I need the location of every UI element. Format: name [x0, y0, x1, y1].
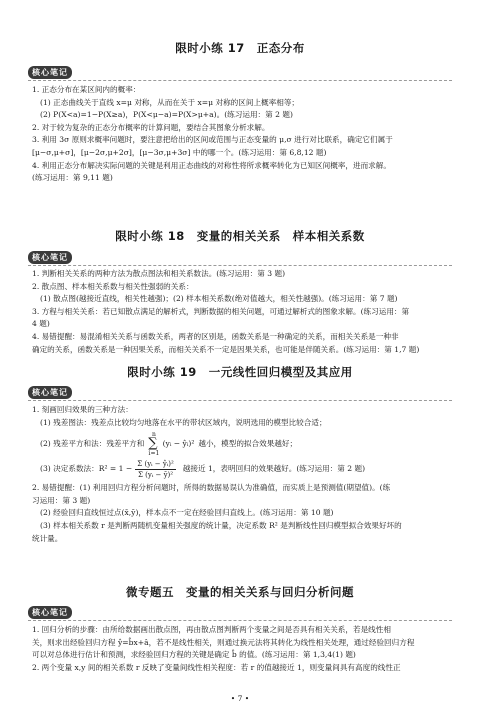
- note-line: 2. 易错提醒：(1) 利用回归方程分析问题时，所得的数据易误认为准确值，而实质上是预测值(期望值)。(练: [32, 483, 391, 493]
- note-line: 关，则求出经验回归方程 ŷ=b̂x+â，若不是线性相关，则通过换元法将其转化为线性相关处理，通过经验回归方程: [32, 637, 415, 647]
- divider: [28, 400, 452, 401]
- divider: [28, 80, 452, 81]
- note-line: [μ−σ,μ+σ]，[μ−2σ,μ+2σ]，[μ−3σ,μ+3σ] 中的哪一个。(练习运用：第 6,8,12 题): [32, 147, 327, 157]
- formula-prefix: (2) 残差平方和法：残差平方和: [40, 438, 145, 448]
- sum-upper: n: [152, 431, 156, 439]
- micro-topic-5-title: 微专题五 变量的相关关系与回归分析问题: [126, 585, 354, 599]
- sigma-icon: ∑: [148, 436, 158, 452]
- note-line: 1. 回归分析的步骤：由所给数据画出散点图，再由散点图判断两个变量之间是否具有相关关系，若是线性相: [32, 625, 391, 634]
- note-line: (1) 正态曲线关于直线 x=μ 对称，从而在关于 x=μ 对称的区间上概率相等；: [40, 97, 300, 107]
- micro-topic-5-notes: [32, 624, 452, 674]
- divider: [28, 265, 452, 266]
- note-line: (2) P(X<a)=1−P(X≥a)，P(X<μ−a)=P(X>μ+a)。(练习运用：第 2 题): [40, 110, 293, 120]
- note-line: 1. 刻画回归效果的三种方法：: [32, 405, 133, 414]
- note-line: 3. 方程与相关关系：若已知散点满足的解析式，判断数据的相关问题，可通过解析式的图象求解。(练习运用：第: [32, 306, 410, 316]
- section-18-title: 限时小练 18 变量的相关关系 样本相关系数: [115, 229, 365, 243]
- formula-prefix: (3) 决定系数法：R² = 1 −: [40, 464, 133, 474]
- numerator: Σ (yᵢ − ŷᵢ)²: [137, 460, 174, 469]
- formula-expression: (yᵢ − ŷᵢ)²: [162, 438, 195, 448]
- core-notes-badge: 核心笔记: [28, 251, 72, 264]
- note-line: (练习运用：第 9,11 题): [32, 173, 113, 183]
- page-number: • 7 •: [230, 694, 250, 703]
- note-line: 2. 两个变量 x,y 间的相关系数 r 反映了变量间线性相关程度：若 r 的值越接近 1，则变量间具有高度的线性正: [32, 662, 401, 672]
- note-line: 统计量。: [32, 533, 63, 543]
- note-line: (1) 散点图(越接近直线，相关性越强)；(2) 样本相关系数(绝对值越大，相关性越强)。(练习运用：第 7 题): [40, 294, 398, 304]
- formula-suffix: 越小，模型的拟合效果越好；: [198, 438, 298, 448]
- r-squared-formula: [32, 459, 452, 480]
- note-line: (1) 残差图法：残差点比较均匀地落在水平的带状区域内，说明选用的模型比较合适；: [40, 417, 327, 427]
- note-line: 1. 正态分布在某区间内的概率：: [32, 85, 141, 94]
- core-notes-badge: 核心笔记: [28, 66, 72, 79]
- formula-suffix: 越接近 1，表明回归的效果越好。(练习运用：第 2 题): [182, 464, 366, 474]
- note-line: 2. 散点图、样本相关系数与相关性强弱的关系：: [32, 281, 194, 291]
- section-17-title: 限时小练 17 正态分布: [175, 41, 305, 55]
- note-line: 可以对总体进行估计和预测，求经验回归方程的关键是确定 b̂ 的值。(练习运用：第 1,3,4(1) 题): [32, 650, 356, 660]
- note-line: (3) 样本相关系数 r 是判断两随机变量相关强度的统计量，决定系数 R² 是判断线性回归模型拟合效果好坏的: [40, 520, 402, 530]
- rss-formula: [32, 431, 452, 457]
- note-line: 习运用：第 3 题): [32, 495, 91, 505]
- section-19-notes: [32, 404, 452, 545]
- core-notes-badge: 核心笔记: [28, 386, 72, 399]
- divider: [28, 620, 452, 621]
- section-18-notes: [32, 268, 452, 356]
- section-19-title: 限时小练 19 一元线性回归模型及其应用: [127, 365, 353, 379]
- note-line: 1. 判断相关关系的两种方法为散点图法和相关系数法。(练习运用：第 3 题): [32, 269, 286, 278]
- note-line: 4. 利用正态分布解决实际问题的关键是利用正态曲线的对称性将所求概率转化为已知区间概率，进而求解。: [32, 160, 391, 170]
- note-line: (2) 经验回归直线恒过点(x̄,ȳ)，样本点不一定在经验回归直线上。(练习运用：第 10 题): [40, 508, 334, 518]
- sum-lower: i=1: [148, 450, 160, 458]
- summation: [148, 431, 159, 457]
- note-line: 4 题): [32, 319, 50, 329]
- denominator: Σ (yᵢ − ȳ)²: [138, 471, 174, 480]
- note-line: 4. 易错提醒：易混淆相关关系与函数关系，两者的区别是，函数关系是一种确定的关系，而相关关系是一种非: [32, 331, 399, 341]
- section-17-notes: [32, 84, 452, 185]
- core-notes-badge: 核心笔记: [28, 606, 72, 619]
- note-line: 确定的关系，函数关系是一种因果关系，而相关关系不一定是因果关系，也可能是伴随关系。(练习运用：第 1,7 题): [32, 344, 420, 354]
- fraction: [135, 459, 175, 480]
- note-line: 2. 对于较为复杂的正态分布概率的计算问题，要结合其图象分析求解。: [32, 122, 270, 132]
- note-line: 3. 利用 3σ 原则求概率问题时，要注意把给出的区间或范围与正态变量的 μ,σ 进行对比联系，确定它们属于: [32, 135, 393, 145]
